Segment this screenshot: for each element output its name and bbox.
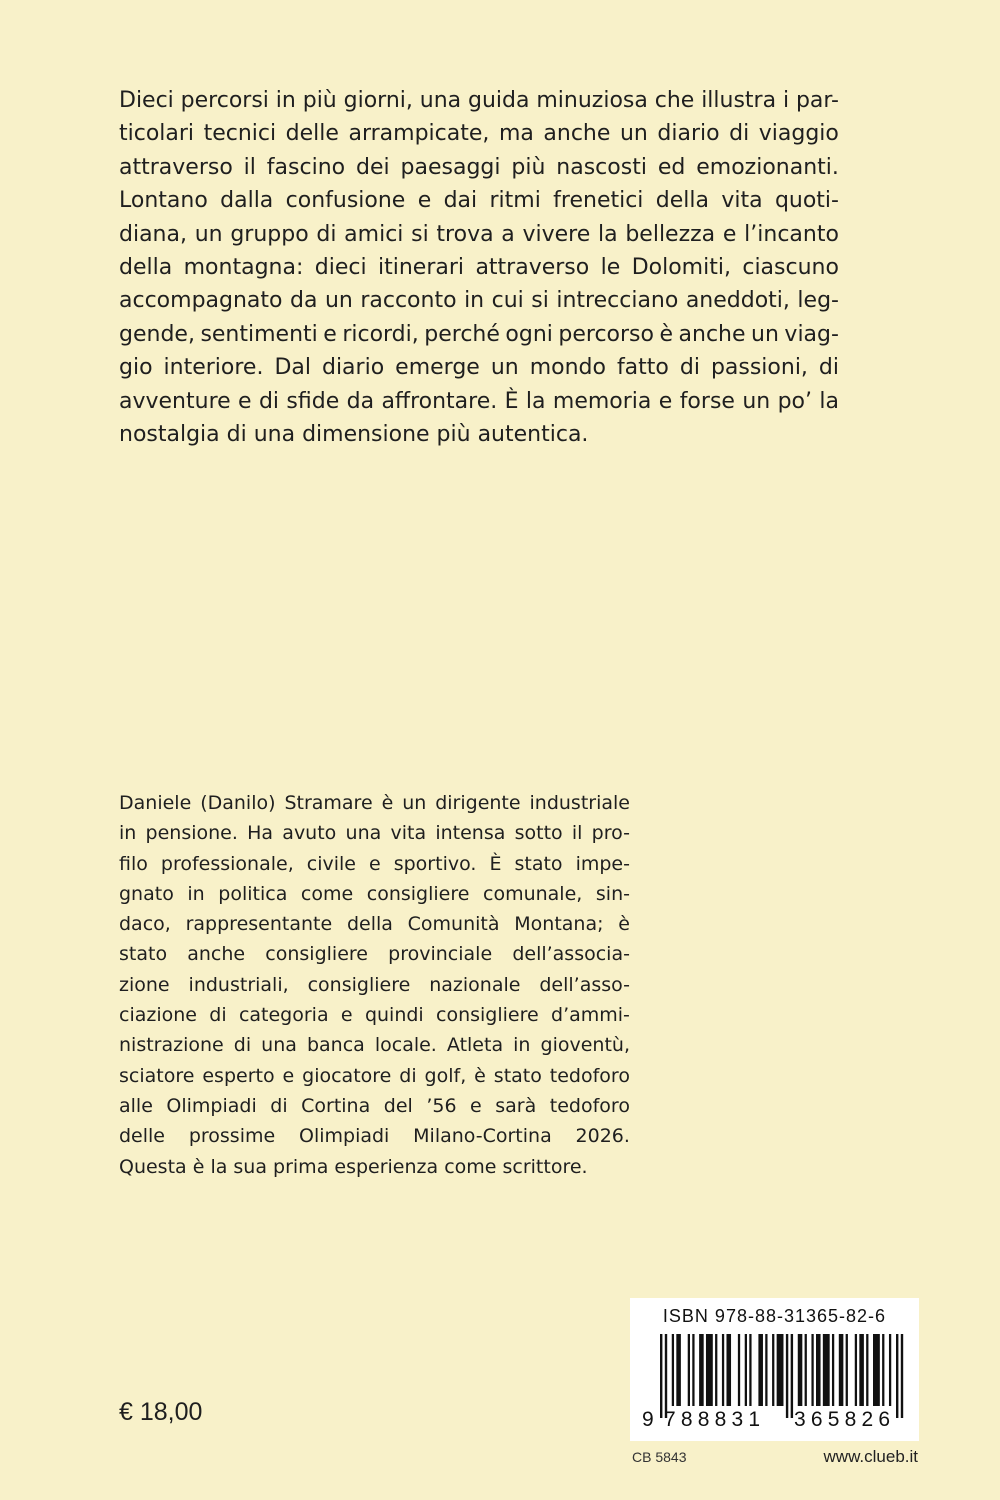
blurb-word: forse [679,388,735,414]
blurb-word: Lontano [119,188,208,214]
bio-word: tedoforo [549,1094,630,1117]
barcode-bar [772,1334,774,1406]
barcode-bar [699,1334,704,1406]
blurb-word: po’ [777,388,812,414]
series-code: CB 5843 [632,1449,687,1465]
blurb-word: illustra [701,88,777,113]
bio-word: e [340,1004,353,1027]
barcode-bar [722,1334,724,1406]
bio-line [119,1152,630,1182]
bio-word: Montana; [514,913,604,936]
blurb-word: anche [543,121,611,147]
barcode-bar [692,1334,694,1406]
blurb-word: della [119,255,173,281]
bio-word: di [270,1094,288,1117]
bio-word: una [261,1034,297,1057]
blurb-word: di [316,221,337,247]
isbn-barcode-panel [630,1298,919,1441]
blurb-word: ciascuno [742,255,839,281]
blurb-word: un [619,121,648,147]
barcode-bar [749,1334,751,1406]
blurb-line [119,385,839,418]
blurb-word: sfide [286,388,340,414]
blurb-word: accompagnato [119,288,283,314]
back-cover-blurb [119,84,839,451]
bio-word: filo [119,852,148,875]
blurb-word: tecnici [203,121,277,147]
bio-word: Questa è la sua prima esperienza come scrittore. [119,1155,588,1178]
blurb-word: da [290,288,318,314]
barcode-bar [726,1334,731,1406]
barcode-bar [676,1334,681,1406]
barcode-left-digits: 788831 [664,1408,760,1431]
blurb-word: diana, [119,221,187,247]
barcode-bar [688,1334,690,1406]
barcode-bar [855,1334,857,1406]
bio-line [119,788,630,818]
bio-word: (Danilo) [200,792,276,814]
bio-word: categoria [238,1004,329,1027]
bio-word: pensione. [145,822,238,845]
isbn-label: ISBN 978-88-31365-82-6 [662,1306,887,1326]
blurb-word: paesaggi [400,154,501,180]
blurb-word: un [194,221,223,247]
blurb-word: sentimenti [200,321,318,347]
blurb-word: un [751,321,779,347]
bio-word: Stramare [284,792,373,814]
bio-word: stato [119,943,168,966]
blurb-word: delle [285,121,339,147]
blurb-word: È [504,388,519,414]
blurb-word: dalla [220,188,274,214]
blurb-word: memoria [552,388,652,414]
blurb-word: di [258,388,280,414]
bio-word: sin- [595,882,630,905]
bio-word: industriale [529,792,630,814]
barcode-bar [816,1334,821,1406]
blurb-word: bellezza [625,221,716,247]
blurb-word: di [679,355,700,381]
blurb-word: confusione [285,188,406,214]
barcode-bar [758,1334,763,1406]
bio-word: della [346,913,393,936]
blurb-word: itinerari [378,255,465,281]
bio-word: consigliere [307,973,411,996]
barcode-bar [791,1334,793,1418]
blurb-word: che [654,88,695,113]
blurb-word: da [346,388,375,414]
barcode-bar [777,1334,784,1406]
bio-word: prossime [188,1125,276,1148]
blurb-word: ogni [505,321,553,347]
bio-word: stato [493,1064,542,1087]
bio-word: nistrazione [119,1034,224,1057]
bio-word: tedoforo [549,1064,630,1087]
bio-word: Cortina [301,1094,371,1117]
blurb-word: arrampicate, [348,121,490,147]
bio-word: locale. [374,1034,437,1057]
barcode-bar [866,1334,868,1406]
blurb-word: è [659,321,674,347]
blurb-line [119,284,839,317]
barcode-bar [672,1334,674,1406]
blurb-word: dei [356,154,390,180]
blurb-line [119,218,839,251]
barcode-bar [873,1334,880,1406]
blurb-word: avventure [119,388,231,414]
blurb-word: e [238,388,252,414]
barcode-bar [901,1334,903,1418]
barcode-bar [665,1334,667,1418]
blurb-line [119,318,839,351]
blurb-word: dieci [314,255,367,281]
bio-line [119,1000,630,1030]
bio-word: Ha [247,822,274,845]
blurb-word: la [819,388,839,414]
bio-word: quindi [364,1004,424,1027]
barcode-bar [882,1334,884,1406]
bio-word: Olimpiadi [298,1125,390,1148]
bio-word: sotto [514,822,563,845]
blurb-word: ed [657,154,686,180]
bio-word: banca [306,1034,365,1057]
barcode-bar [660,1334,662,1418]
bio-word: come [300,882,354,905]
barcode-bar [811,1334,813,1406]
bio-word: Olimpiadi [166,1094,257,1117]
barcode-bar [889,1334,891,1406]
bio-word: del [383,1094,413,1117]
bio-word: vita [390,822,427,845]
blurb-word: giorni, [343,88,413,113]
bio-word: comunale, [483,882,583,905]
blurb-word: nascosti [556,154,647,180]
bio-word: giocatore [302,1064,392,1087]
blurb-word: cui [491,288,524,314]
bio-word: industriali, [188,973,289,996]
blurb-word: la [525,388,546,414]
blurb-word: affrontare. [381,388,498,414]
bio-word: di [233,1034,252,1057]
blurb-word: percorsi [180,88,269,113]
blurb-word: percorso [558,321,654,347]
bio-word: un [402,792,427,814]
bio-word: zione [119,973,170,996]
bio-word: pro- [591,822,630,845]
bio-word: è [618,913,630,936]
blurb-word: si [531,288,549,314]
blurb-word: ma [498,121,534,147]
barcode-bar [846,1334,848,1406]
bio-word: sciatore [119,1064,195,1087]
blurb-word: ricordi, [342,321,419,347]
barcode-bar [738,1334,740,1406]
bio-line [119,970,630,1000]
blurb-line [119,117,839,150]
bio-word: e [470,1094,482,1117]
blurb-word: di [729,121,750,147]
bio-word: il [571,822,583,845]
author-biography [119,788,630,1182]
bio-word: politica [218,882,288,905]
blurb-line [119,184,839,217]
blurb-word: dai [443,188,478,214]
bio-word: delle [119,1125,165,1148]
blurb-word: emerge [395,355,480,381]
blurb-word: ritmi [489,188,541,214]
bio-line [119,879,630,909]
bio-word: Comunità [407,913,500,936]
bio-word: Milano-Cortina [413,1125,552,1148]
bio-word: in [513,1034,531,1057]
bio-word: dell’asso- [539,973,630,996]
blurb-word: leg- [797,288,839,314]
blurb-word: perché [424,321,500,347]
bio-word: è [381,792,394,814]
bio-word: esperto [202,1064,275,1087]
blurb-line [119,151,839,184]
bio-word: e [369,852,381,875]
bio-word: e [282,1064,295,1087]
blurb-word: ticolari [119,121,195,147]
bio-word: in [187,882,205,905]
blurb-word: un [742,388,771,414]
blurb-word: e [722,221,737,247]
bio-word: in [119,822,137,845]
bio-word: anche [187,943,246,966]
bio-word: dell’associa- [512,943,630,966]
bio-line [119,1091,630,1121]
bio-word: daco, [119,913,171,936]
blurb-word: fascino [266,154,346,180]
bio-word: Daniele [119,792,192,814]
blurb-word: minuziosa [536,88,648,113]
bio-word: di [399,1064,417,1087]
bio-word: 2026. [575,1125,630,1148]
bio-word: civile [306,852,356,875]
blurb-word: a [501,221,515,247]
blurb-word: par- [795,88,839,113]
bio-word: professionale, [160,852,294,875]
bio-word: avuto [282,822,337,845]
blurb-word: Dieci [119,88,174,113]
barcode-bar [805,1334,807,1406]
bio-word: d’ammi- [551,1004,630,1027]
barcode-bar [765,1334,767,1406]
bio-line [119,1030,630,1060]
blurb-word: attraverso [119,154,233,180]
blurb-word: mondo [529,355,606,381]
barcode-bar [745,1334,747,1406]
bio-word: È [489,852,502,875]
blurb-word: il [243,154,256,180]
bio-line [119,939,630,969]
bio-line [119,1061,630,1091]
blurb-word: vita [721,188,763,214]
bio-word: consigliere [436,1004,539,1027]
bio-word: gioventù, [540,1034,630,1057]
blurb-word: Dal [274,355,311,381]
blurb-word: trova [436,221,494,247]
blurb-word: i [782,88,790,113]
blurb-word: diario [657,121,720,147]
bio-line [119,818,630,848]
bio-word: una [345,822,382,845]
barcode-bar [798,1334,803,1406]
blurb-word: quoti- [774,188,839,214]
blurb-word: viaggio [758,121,839,147]
blurb-line [119,84,839,117]
bio-word: ’56 [426,1094,457,1117]
blurb-word: in [275,88,296,113]
bio-word: sportivo. [393,852,477,875]
bio-word: provinciale [388,943,493,966]
bio-word: impe- [575,852,630,875]
blurb-word: interiore. [163,355,264,381]
blurb-word: e [658,388,673,414]
bio-word: è [474,1064,486,1087]
barcode-bar [839,1334,844,1406]
blurb-word: fatto [616,355,669,381]
bio-word: golf, [424,1064,467,1087]
bio-word: consigliere [265,943,368,966]
blurb-word: le [600,255,621,281]
blurb-line [119,251,839,284]
bio-word: sarà [495,1094,537,1117]
bio-word: dirigente [435,792,521,814]
blurb-word: un [490,355,519,381]
bio-line [119,849,630,879]
publisher-website: www.clueb.it [823,1447,918,1466]
barcode-right-digits: 365826 [794,1408,890,1431]
blurb-line [119,418,839,451]
price: € 18,00 [119,1398,203,1426]
blurb-word: frenetici [553,188,644,214]
bio-word: rappresentante [185,913,333,936]
barcode-bar [786,1334,788,1418]
blurb-word: emozionanti. [696,154,839,180]
barcode-graphic [630,1298,919,1441]
blurb-word: una [419,88,462,113]
bio-word: gnato [119,882,174,905]
bio-line [119,909,630,939]
bio-word: nazionale [429,973,521,996]
barcode-bar [896,1334,898,1418]
blurb-word: l’incanto [744,221,839,247]
blurb-word: racconto [360,288,457,314]
bio-word: alle [119,1094,153,1117]
blurb-word: viag- [784,321,839,347]
barcode-first-digit: 9 [642,1408,654,1431]
blurb-word: anche [678,321,746,347]
bio-word: ciazione [119,1004,197,1027]
blurb-word: gruppo [230,221,309,247]
blurb-word: di [818,355,839,381]
blurb-word: intrecciano [556,288,679,314]
blurb-word: gende, [119,321,195,347]
blurb-word: Dolomiti, [631,255,731,281]
blurb-word: passioni, [710,355,808,381]
bio-word: intensa [435,822,506,845]
blurb-word: più [302,88,337,113]
blurb-word: nostalgia di una dimensione più autentica. [119,422,589,448]
blurb-word: in [464,288,485,314]
blurb-word: più [511,154,546,180]
bio-line [119,1121,630,1151]
blurb-word: la [598,221,618,247]
blurb-word: vivere [522,221,591,247]
blurb-word: attraverso [475,255,590,281]
bio-word: Atleta [446,1034,504,1057]
bio-word: di [209,1004,227,1027]
blurb-word: un [324,288,353,314]
barcode-bars [660,1334,903,1418]
barcode-bar [832,1334,834,1406]
blurb-word: si [411,221,429,247]
blurb-word: e [323,321,337,347]
blurb-word: e [417,188,432,214]
bio-word: consigliere [366,882,470,905]
blurb-word: amici [344,221,404,247]
blurb-word: aneddoti, [685,288,790,314]
barcode-bar [823,1334,830,1406]
blurb-word: della [655,188,709,214]
blurb-line [119,351,839,384]
blurb-word: montagna: [183,255,304,281]
blurb-word: gio [119,355,153,381]
barcode-bar [706,1334,713,1406]
blurb-word: diario [321,355,385,381]
barcode-bar [715,1334,717,1406]
barcode-bar [859,1334,864,1406]
bio-word: stato [514,852,563,875]
blurb-word: guida [468,88,530,113]
